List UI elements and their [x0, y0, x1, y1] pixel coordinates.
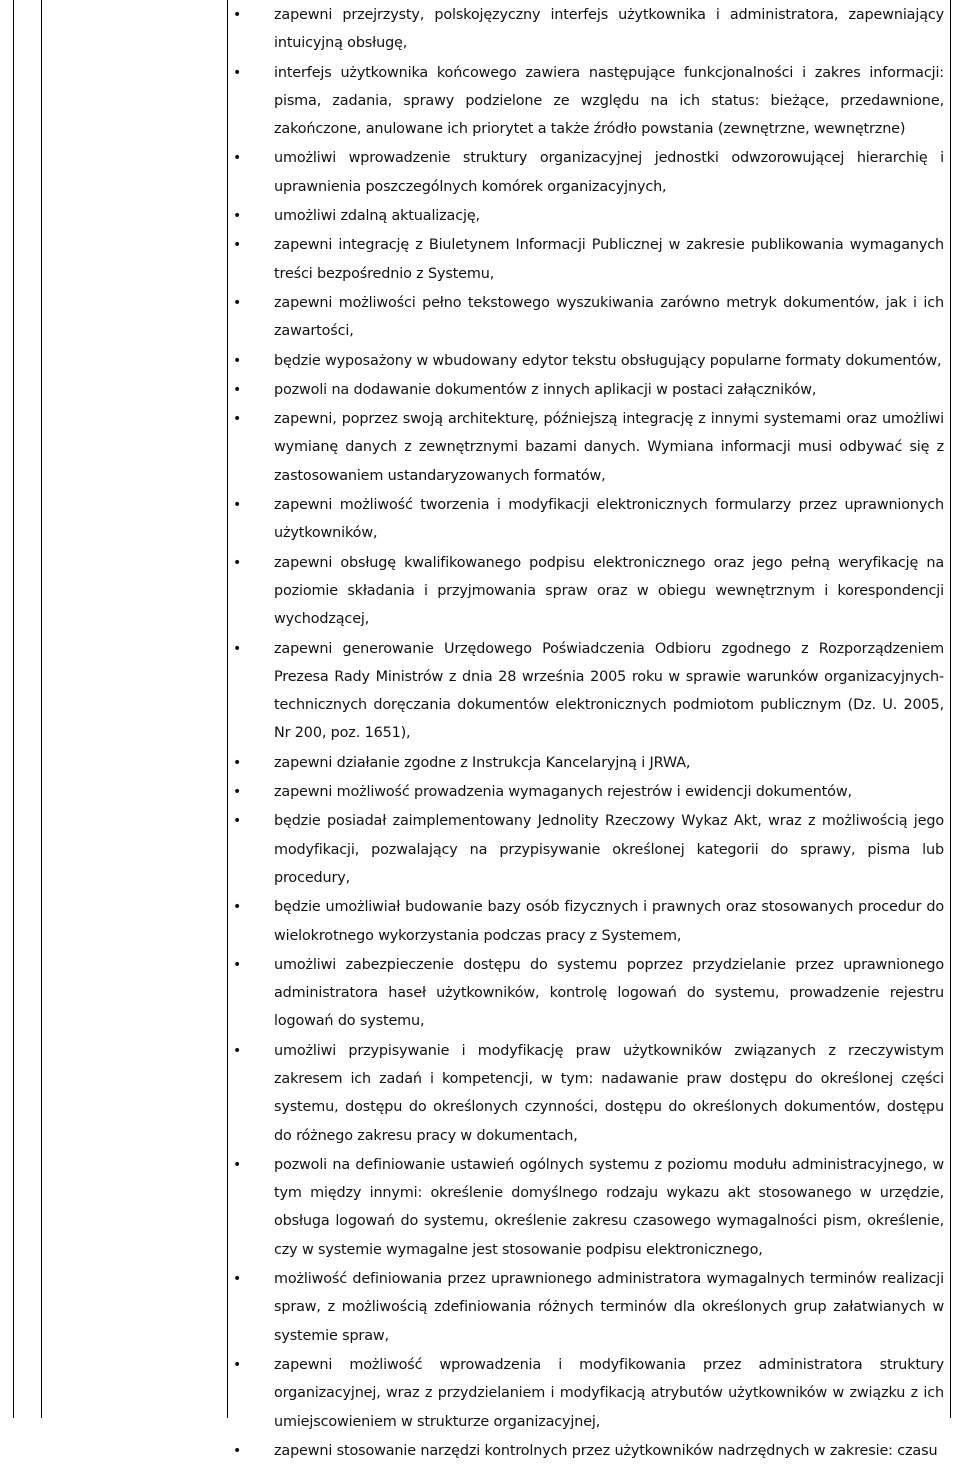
bullet-icon: • — [233, 899, 242, 916]
bullet-icon: • — [233, 1042, 242, 1059]
bullet-icon: • — [233, 1356, 242, 1373]
list-item-text: zapewni przejrzysty, polskojęzyczny interfejs użytkownika i administratora, zapewniający intuicyjną obsługę, — [274, 7, 944, 52]
list-item-text: zapewni działanie zgodne z Instrukcja Kancelaryjną i JRWA, — [274, 754, 691, 771]
list-item — [232, 347, 944, 375]
list-item — [232, 405, 944, 490]
bullet-icon: • — [233, 1156, 242, 1173]
list-item-text: zapewni możliwość prowadzenia wymaganych rejestrów i ewidencji dokumentów, — [274, 784, 852, 801]
list-item — [232, 1151, 944, 1264]
bullet-icon: • — [233, 1442, 242, 1459]
list-item — [232, 749, 944, 777]
list-item — [232, 231, 944, 288]
list-item — [232, 376, 944, 404]
list-item — [232, 202, 944, 230]
list-item-text: zapewni stosowanie narzędzi kontrolnych przez użytkowników nadrzędnych w zakresie: czasu — [274, 1442, 938, 1459]
list-item-text: umożliwi wprowadzenie struktury organizacyjnej jednostki odwzorowującej hierarchię i uprawnienia poszczególnych komórek organizacyjnych, — [274, 150, 944, 195]
list-item-text: zapewni, poprzez swoją architekturę, późniejszą integrację z innymi systemami oraz umożliwi wymianę danych z zewnętrznymi bazami danych. Wymiana informacji musi odbywać się z zastosowaniem ustandaryzowanych formatów, — [274, 411, 944, 484]
list-item-text: zapewni możliwości pełno tekstowego wyszukiwania zarówno metryk dokumentów, jak i ich zawartości, — [274, 294, 944, 340]
bullet-icon: • — [233, 554, 242, 571]
bullet-icon: • — [233, 150, 242, 167]
list-item-text: zapewni generowanie Urzędowego Poświadczenia Odbioru zgodnego z Rozporządzeniem Prezesa Rady Ministrów z dnia 28 września 2005 roku w sprawie warunków organizacyjnych-technicznych doręczania dokumentów elektronicznych podmiotom publicznym (Dz. U. 2005, Nr 200, poz. 1651), — [274, 640, 944, 742]
bullet-icon: • — [233, 294, 242, 311]
table-border-right — [950, 0, 951, 1418]
list-item-text: będzie posiadał zaimplementowany Jednolity Rzeczowy Wykaz Akt, wraz z możliwością jego modyfikacji, pozwalający na przypisywanie określonej kategorii do sprawy, pisma lub procedury, — [274, 813, 944, 886]
list-item — [232, 1037, 944, 1150]
list-item — [232, 635, 944, 748]
table-column-divider-1 — [41, 0, 42, 1418]
list-item — [232, 951, 944, 1036]
bullet-icon: • — [233, 411, 242, 428]
list-item — [232, 1437, 944, 1465]
list-item — [232, 59, 944, 144]
list-item-text: umożliwi przypisywanie i modyfikację praw użytkowników związanych z rzeczywistym zakresem ich zadań i kompetencji, w tym: nadawanie praw dostępu do określonej części systemu, dostępu do określonych czynności, dostępu do określonych dokumentów, dostępu do różnego zakresu pracy w dokumentach, — [274, 1042, 944, 1144]
list-item-text: możliwość definiowania przez uprawnionego administratora wymagalnych terminów realizacji spraw, z możliwością zdefiniowania różnych terminów dla określonych grup załatwianych w systemie spraw, — [274, 1271, 944, 1344]
bullet-icon: • — [233, 497, 242, 514]
requirements-list — [232, 1, 944, 1466]
list-item — [232, 144, 944, 201]
list-item-text: pozwoli na dodawanie dokumentów z innych aplikacji w postaci załączników, — [274, 381, 817, 398]
list-item-text: umożliwi zdalną aktualizację, — [274, 208, 480, 225]
bullet-icon: • — [233, 640, 242, 657]
table-border-left — [13, 0, 14, 1418]
table-column-divider-2 — [227, 0, 228, 1418]
list-item-text: zapewni integrację z Biuletynem Informacji Publicznej w zakresie publikowania wymaganych treści bezpośrednio z Systemu, — [274, 237, 944, 282]
bullet-icon: • — [233, 754, 242, 771]
bullet-icon: • — [233, 64, 242, 81]
list-item-text: interfejs użytkownika końcowego zawiera następujące funkcjonalności i zakres informacji: pisma, zadania, sprawy podzielone ze względu na ich status: bieżące, przedawnione, zakończone, anulowane ich priorytet a także źródło powstania (zewnętrzne, wewnętrzne) — [274, 64, 944, 138]
list-item — [232, 807, 944, 892]
bullet-icon: • — [233, 208, 242, 225]
list-item — [232, 1265, 944, 1350]
list-item-text: zapewni możliwość wprowadzenia i modyfikowania przez administratora struktury organizacyjnej, wraz z przydzielaniem i modyfikacją atrybutów użytkowników w związku z ich umiejscowieniem w strukturze organizacyjnej, — [274, 1356, 944, 1430]
bullet-icon: • — [233, 7, 242, 23]
list-item — [232, 778, 944, 806]
list-item-text: będzie wyposażony w wbudowany edytor tekstu obsługujący popularne formaty dokumentów, — [274, 352, 942, 369]
list-item-text: będzie umożliwiał budowanie bazy osób fizycznych i prawnych oraz stosowanych procedur do wielokrotnego wykorzystania podczas pracy z Systemem, — [274, 899, 944, 944]
bullet-icon: • — [233, 237, 242, 254]
bullet-icon: • — [233, 813, 242, 830]
bullet-icon: • — [233, 956, 242, 973]
list-item — [232, 289, 944, 346]
list-item — [232, 893, 944, 950]
list-item — [232, 1, 944, 58]
bullet-icon: • — [233, 784, 242, 801]
list-item — [232, 549, 944, 634]
list-item-text: pozwoli na definiowanie ustawień ogólnych systemu z poziomu modułu administracyjnego, w tym między innymi: określenie domyślnego rodzaju wykazu akt stosowanego w urzędzie, obsługa logowań do systemu, określenie zakresu czasowego wymagalności pism, określenie, czy w systemie wymagalne jest stosowanie podpisu elektronicznego, — [274, 1156, 944, 1258]
list-item-text: zapewni możliwość tworzenia i modyfikacji elektronicznych formularzy przez uprawnionych użytkowników, — [274, 497, 944, 542]
bullet-icon: • — [233, 352, 242, 369]
bullet-icon: • — [233, 1271, 242, 1288]
bullet-icon: • — [233, 381, 242, 398]
list-item — [232, 491, 944, 548]
list-item-text: umożliwi zabezpieczenie dostępu do systemu poprzez przydzielanie przez uprawnionego administratora haseł użytkowników, kontrolę logowań do systemu, prowadzenie rejestru logowań do systemu, — [274, 956, 944, 1030]
list-item — [232, 1351, 944, 1436]
list-item-text: zapewni obsługę kwalifikowanego podpisu elektronicznego oraz jego pełną weryfikację na poziomie składania i przyjmowania spraw oraz w obiegu wewnętrznym i korespondencji wychodzącej, — [274, 554, 944, 628]
